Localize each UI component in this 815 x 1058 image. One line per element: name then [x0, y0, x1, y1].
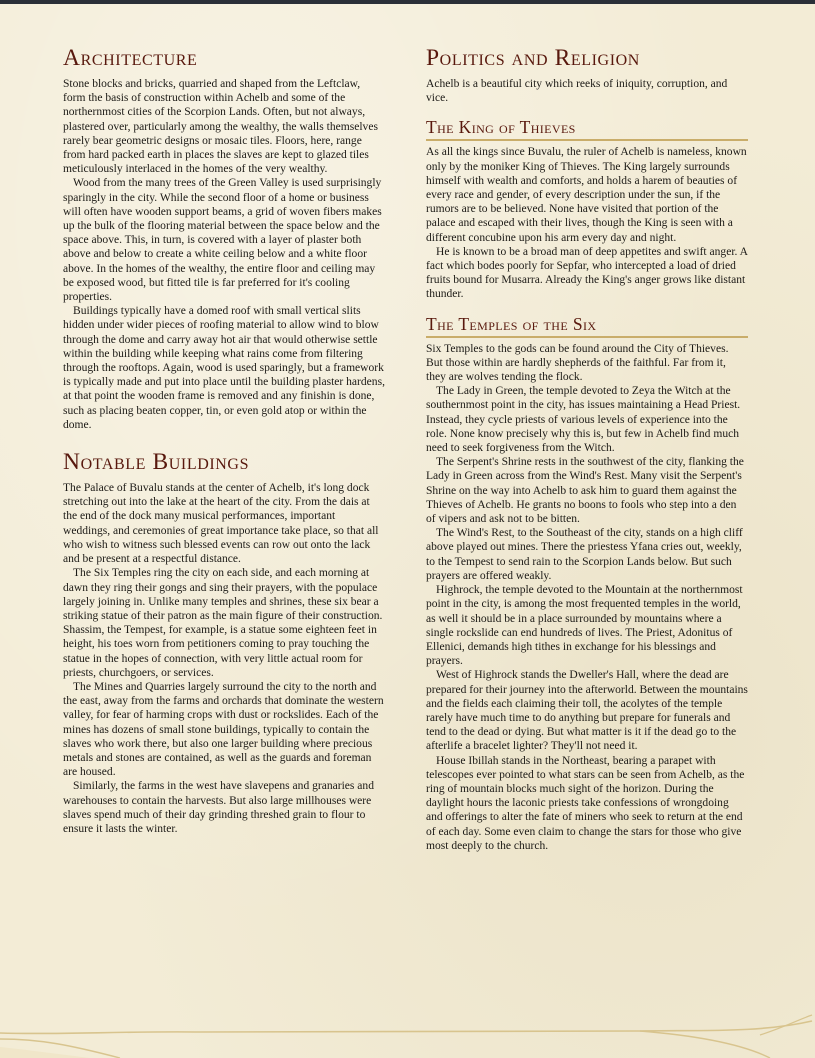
- heading-notable-buildings: Notable Buildings: [63, 449, 250, 476]
- paragraph: Six Temples to the gods can be found around the City of Thieves. But those within are hardly shepherds of the faithful. Far from it, they are wolves tending the flock.: [426, 342, 729, 384]
- section-notable-buildings: [63, 448, 385, 836]
- paragraph: Similarly, the farms in the west have slavepens and granaries and warehouses to contain the harvests. But also large millhouses were slaves spend much of their day grinding threshed grain to flour to ensure it lasts the winter.: [63, 780, 374, 835]
- left-column: [63, 44, 385, 836]
- section-king-of-thieves: [426, 117, 748, 301]
- paragraph: Stone blocks and bricks, quarried and shaped from the Leftclaw, form the basis of construction within Achelb and some of the northernmost cities of the Scorpion Lands. Often, but not always, plastered over, particularly among the wealthy, the walls themselves rarely bear geometric designs or mosaic tiles. Floors, here, range from hard packed earth in places the slaves are kept to glazed tiles meticulously interlaced in the homes of the very wealthy.: [63, 78, 378, 176]
- paragraph: Highrock, the temple devoted to the Mountain at the northernmost point in the city, is among the most frequented temples in the world, as well it should be in a place surrounded by mountains where a single rockslide can end hundreds of lives. The Priest, Adonitus of Ellenici, demands high tithes in exchange for his blessings and prayers.: [426, 584, 743, 668]
- section-politics-and-religion: [426, 44, 748, 105]
- section-temples-of-the-six: [426, 314, 748, 853]
- heading-king-of-thieves: The King of Thieves: [426, 117, 748, 141]
- paragraph: The Palace of Buvalu stands at the center of Achelb, it's long dock stretching out into the lake at the heart of the city. From the dais at the end of the dock many musical performances, important weddings, and ceremonies of great importance take place, so that all who wish to witness such blessed events can row out onto the lack and be present at a respectful distance.: [63, 482, 379, 566]
- heading-architecture: Architecture: [63, 45, 198, 71]
- paragraph: West of Highrock stands the Dweller's Hall, where the dead are prepared for their journey into the afterworld. Between the mountains and the fields each claiming their toll, the acolytes of the temple rarely have much time to do anything but prepare for funerals and tend to the dead or dying. But what matter is it if the dead go to the afterlife a bracelet lighter? They'll not need it.: [426, 669, 748, 753]
- heading-temples-of-the-six: The Temples of the Six: [426, 314, 748, 338]
- paragraph: He is known to be a broad man of deep appetites and swift anger. A fact which bodes poorly for Sepfar, who intercepted a load of dried fruits bound for Musarra. Already the King's anger grows like distant thunder.: [426, 245, 748, 301]
- paragraph: Achelb is a beautiful city which reeks of iniquity, corruption, and vice.: [426, 78, 728, 105]
- paragraph: The Serpent's Shrine rests in the southwest of the city, flanking the Lady in Green across from the Wind's Rest. Many visit the Serpent's Shrine on the way into Achelb to ask him to guard them against the Thieves of Achelb. He grants no boons to fools who step into a den of vipers and ask not to be bitten.: [426, 456, 744, 526]
- paragraph: The Wind's Rest, to the Southeast of the city, stands on a high cliff above played out mines. There the priestess Yfana cries out, weekly, to the Tempest to send rain to the Scorpion Lands below. But such prayers are offered weakly.: [426, 527, 743, 582]
- paragraph: Wood from the many trees of the Green Valley is used surprisingly sparingly in the city. While the second floor of a home or business will often have wooden support beams, a grid of woven fibers makes up the bulk of the flooring material between the space below and the space above. This, in turn, is covered with a layer of plaster both above and below to create a white ceiling below and a white floor above. In the homes of the wealthy, the entire floor and ceiling may be exposed wood, but fitted tile is far preferred for it's cooling properties.: [63, 177, 382, 304]
- paragraph: The Mines and Quarries largely surround the city to the north and the east, away from the farms and orchards that dominate the western valley, for fear of harming crops with dust or rockslides. Each of the mines has dozens of small stone buildings, typically to contain the slaves who work there, but also one larger building where precious metals and stones are contained, as well as the guards and foreman are housed.: [63, 680, 384, 779]
- section-architecture: [63, 44, 385, 432]
- paragraph: The Six Temples ring the city on each side, and each morning at dawn they ring their gongs and sing their prayers, with the populace largely joining in. Unlike many temples and shrines, these six bear a striking statue of their patron as the main figure of their construction. Shassim, the Tempest, for example, is a statue some eighteen feet in height, his toes worn from petitioners coming to pray touching the statue in the hopes of connection, with very little actual room for priests, churchgoers, or services.: [63, 567, 383, 679]
- paragraph: Buildings typically have a domed roof with small vertical slits hidden under wider pieces of roofing material to allow wind to blow through the dome and carry away hot air that would otherwise settle within the building while keeping what rains come from filtering through the rooftops. Again, wood is used sparingly, but a framework is typically made and put into place until the building plaster hardens, at that point the wooden frame is removed and any finishin is done, such as placing beaten copper, tin, or even gold atop or within the dome.: [63, 305, 385, 431]
- paragraph: The Lady in Green, the temple devoted to Zeya the Witch at the southernmost point in the city, has issues maintaining a Head Priest. Instead, they cycle priests of various levels of experience into the role. None know precisely why this is, but few in Achelb find much need to seek forgiveness from the Witch.: [426, 385, 741, 455]
- paragraph: As all the kings since Buvalu, the ruler of Achelb is nameless, known only by the moniker King of Thieves. The King largely surrounds himself with wealth and comforts, and holds a harem of beauties of every race and gender, of every description under the sun, if the rumors are to be believed. None have visited that portion of the palace and escaped with their lives, though the King is seen with a different concubine upon his arm every day and night.: [426, 146, 747, 244]
- top-border: [0, 0, 815, 4]
- heading-politics-and-religion: Politics and Religion: [426, 45, 640, 71]
- right-column: [426, 44, 748, 853]
- paragraph: House Ibillah stands in the Northeast, bearing a parapet with telescopes ever pointed to what stars can be seen from Achelb, as the ring of mountain blocks much sight of the horizon. During the daylight hours the laconic priests take confessions of wrongdoing and offerings to alter the fate of miners who seek to return at the end of each day. Some even claim to change the stars for those who give most deeply to the church.: [426, 754, 745, 852]
- footer-ornament: [0, 1005, 815, 1058]
